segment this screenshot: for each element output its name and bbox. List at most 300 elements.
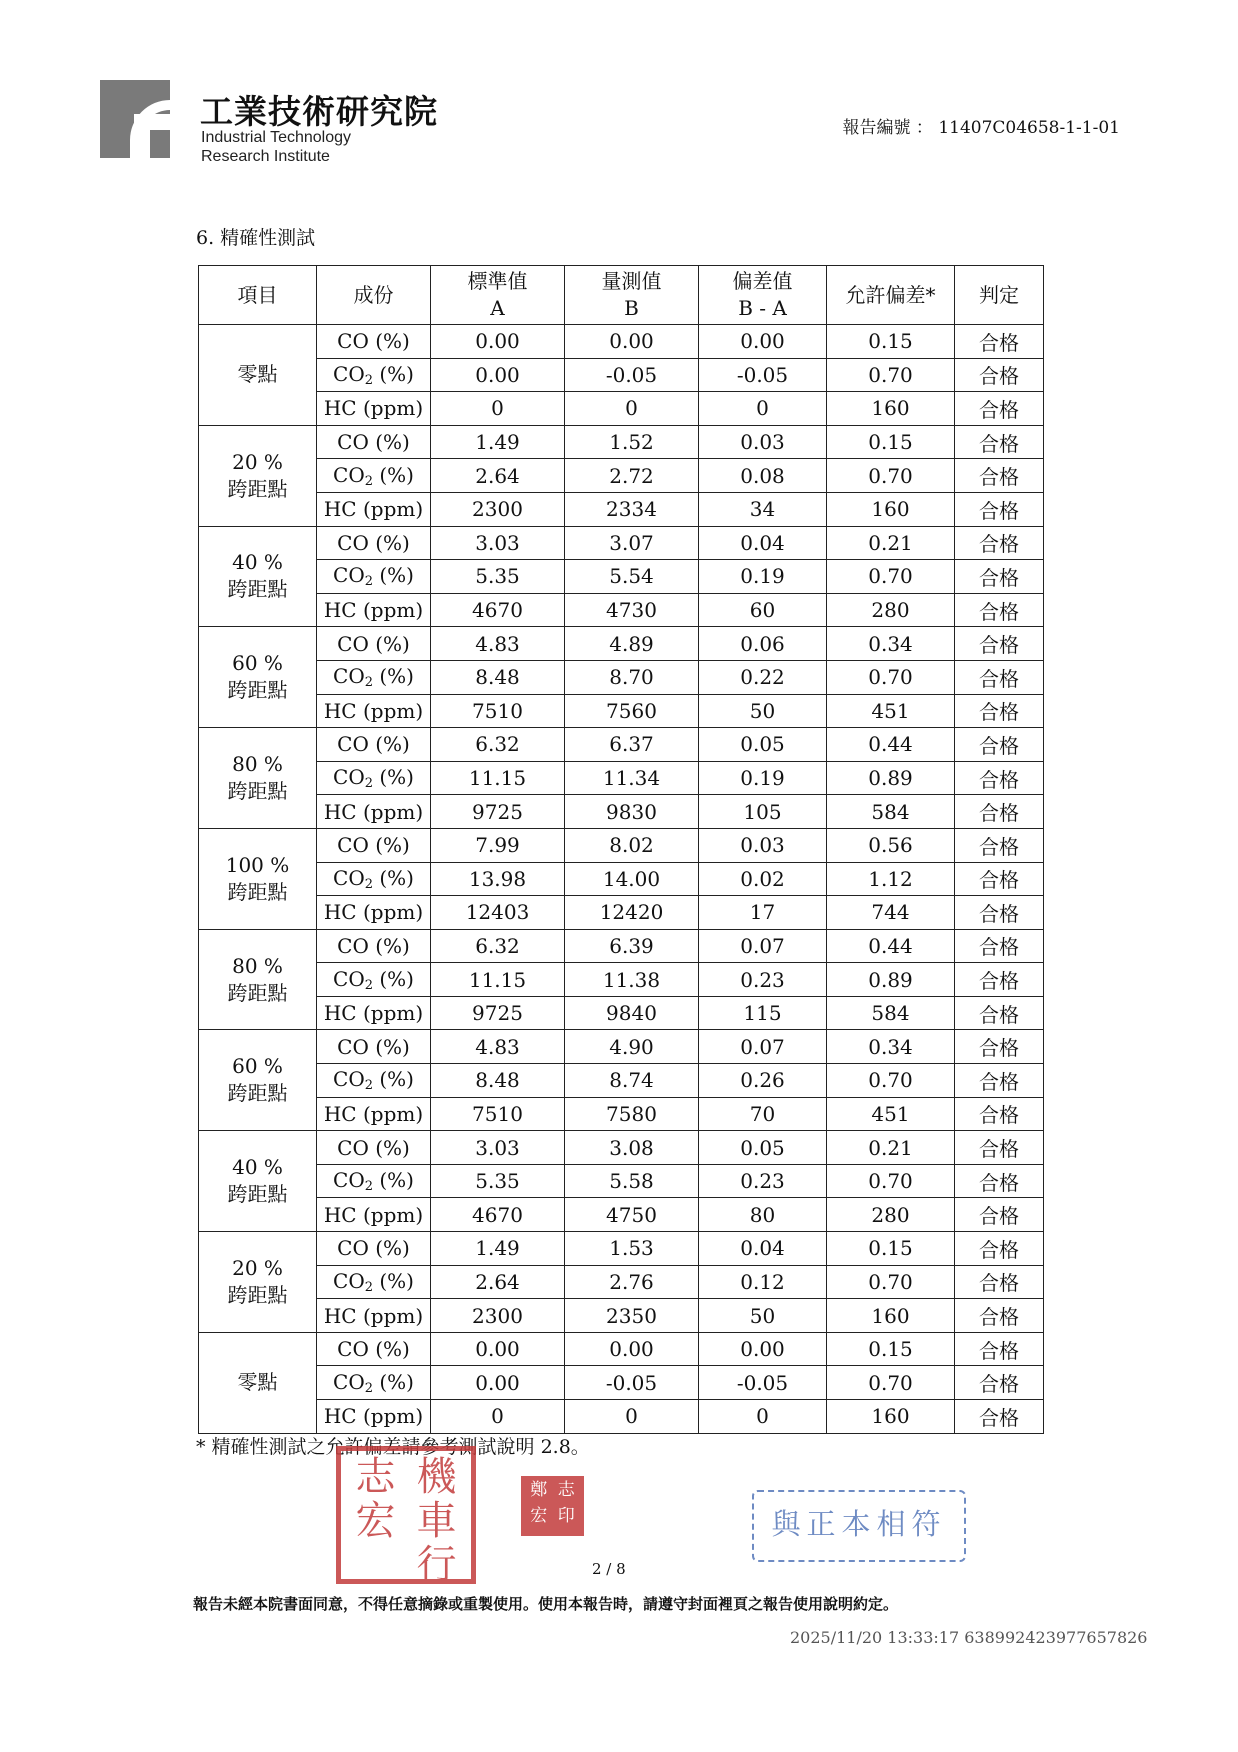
tolerance-cell: 0.21: [827, 1131, 955, 1165]
test-point-text: 60 %: [232, 1054, 283, 1079]
measured-value-cell: 8.70: [565, 660, 699, 694]
deviation-cell: 50: [699, 1299, 827, 1333]
standard-value-cell: 5.35: [431, 1164, 565, 1198]
component-cell: $CO_2$ (%): [317, 1064, 431, 1098]
test-point-label: [199, 728, 317, 829]
table-row: [199, 1366, 1044, 1400]
test-point-text: 零點: [237, 362, 278, 387]
seal-char: 車: [416, 1498, 457, 1544]
table-row: [199, 593, 1044, 627]
test-point-text: 20 %: [232, 1255, 283, 1280]
table-row: [199, 1400, 1044, 1434]
seal-char: 宏: [530, 1506, 548, 1526]
deviation-cell: -0.05: [699, 1366, 827, 1400]
measured-value-cell: 8.02: [565, 828, 699, 862]
deviation-cell: 0.07: [699, 1030, 827, 1064]
standard-value-cell: 2300: [431, 492, 565, 526]
column-header-text: B - A: [738, 296, 787, 320]
component-cell: HC (ppm): [317, 392, 431, 426]
org-name-zh: 工業技術研究院: [200, 92, 438, 131]
test-point-label: [199, 627, 317, 728]
tolerance-cell: 0.70: [827, 560, 955, 594]
deviation-cell: 0.08: [699, 459, 827, 493]
verdict-cell: 合格: [955, 1131, 1044, 1165]
tolerance-cell: 160: [827, 1299, 955, 1333]
table-row: [199, 963, 1044, 997]
tolerance-cell: 584: [827, 795, 955, 829]
verdict-cell: 合格: [955, 425, 1044, 459]
standard-value-cell: 1.49: [431, 1232, 565, 1266]
table-row: [199, 1164, 1044, 1198]
component-cell: CO (%): [317, 929, 431, 963]
standard-value-cell: 8.48: [431, 660, 565, 694]
verdict-cell: 合格: [955, 1265, 1044, 1299]
measured-value-cell: 14.00: [565, 862, 699, 896]
verdict-cell: 合格: [955, 1299, 1044, 1333]
deviation-cell: 0.05: [699, 1131, 827, 1165]
table-row: [199, 694, 1044, 728]
column-header-text: 標準值: [467, 269, 528, 293]
deviation-cell: 0.19: [699, 761, 827, 795]
deviation-cell: 17: [699, 896, 827, 930]
test-point-text: 跨距點: [227, 1282, 288, 1307]
test-point-text: 80 %: [232, 752, 283, 777]
verdict-cell: 合格: [955, 694, 1044, 728]
table-row: [199, 1064, 1044, 1098]
deviation-cell: 0.00: [699, 325, 827, 359]
measured-value-cell: 11.38: [565, 963, 699, 997]
table-row: [199, 358, 1044, 392]
table-row: [199, 1332, 1044, 1366]
standard-value-cell: 2300: [431, 1299, 565, 1333]
measured-value-cell: 1.53: [565, 1232, 699, 1266]
disclaimer: 報告未經本院書面同意，不得任意摘錄或重製使用。使用本報告時，請遵守封面裡頁之報告使用說明約定。: [193, 1595, 899, 1613]
tolerance-cell: 584: [827, 996, 955, 1030]
page-number: 2 / 8: [592, 1560, 626, 1578]
table-row: [199, 1030, 1044, 1064]
verdict-cell: 合格: [955, 1064, 1044, 1098]
verdict-cell: 合格: [955, 795, 1044, 829]
deviation-cell: 34: [699, 492, 827, 526]
org-name-en: Industrial Technology Research Institute: [201, 129, 352, 165]
deviation-cell: 0.07: [699, 929, 827, 963]
table-row: [199, 828, 1044, 862]
standard-value-cell: 9725: [431, 795, 565, 829]
component-cell: HC (ppm): [317, 694, 431, 728]
test-point-label: [199, 325, 317, 426]
verdict-cell: 合格: [955, 660, 1044, 694]
report-number: 報告編號 ： 11407C04658-1-1-01: [842, 118, 1120, 138]
tolerance-cell: 0.56: [827, 828, 955, 862]
measured-value-cell: 0.00: [565, 325, 699, 359]
component-cell: CO (%): [317, 1030, 431, 1064]
deviation-cell: 0.04: [699, 526, 827, 560]
verdict-cell: 合格: [955, 325, 1044, 359]
verdict-cell: 合格: [955, 560, 1044, 594]
measured-value-cell: 7580: [565, 1097, 699, 1131]
seal-char: 印: [557, 1506, 575, 1526]
table-row: [199, 728, 1044, 762]
component-cell: $CO_2$ (%): [317, 560, 431, 594]
verdict-cell: 合格: [955, 996, 1044, 1030]
tolerance-cell: 0.70: [827, 1064, 955, 1098]
table-body: [199, 325, 1044, 1434]
print-timestamp: 2025/11/20 13:33:17 638992423977657826: [790, 1628, 1148, 1647]
tolerance-cell: 0.70: [827, 660, 955, 694]
table-row: [199, 1198, 1044, 1232]
deviation-cell: 0.03: [699, 425, 827, 459]
component-cell: HC (ppm): [317, 492, 431, 526]
test-point-text: 跨距點: [227, 980, 288, 1005]
table-row: [199, 996, 1044, 1030]
table-row: [199, 1265, 1044, 1299]
deviation-cell: 0.12: [699, 1265, 827, 1299]
component-cell: HC (ppm): [317, 1198, 431, 1232]
test-point-text: 40 %: [232, 550, 283, 575]
tolerance-cell: 0.34: [827, 627, 955, 661]
seal-char: 志: [557, 1480, 575, 1500]
test-point-text: 80 %: [232, 953, 283, 978]
test-point-text: 60 %: [232, 651, 283, 676]
measured-value-cell: 9830: [565, 795, 699, 829]
column-header-text: 成份: [353, 282, 394, 307]
tolerance-cell: 0.44: [827, 929, 955, 963]
measured-value-cell: 6.39: [565, 929, 699, 963]
seal-char: 宏: [355, 1498, 396, 1544]
tolerance-cell: 0.21: [827, 526, 955, 560]
standard-value-cell: 7510: [431, 1097, 565, 1131]
table-row: [199, 1097, 1044, 1131]
verdict-cell: 合格: [955, 492, 1044, 526]
table-row: [199, 761, 1044, 795]
column-header: [565, 266, 699, 325]
tolerance-cell: 451: [827, 694, 955, 728]
component-cell: HC (ppm): [317, 795, 431, 829]
seal-char: 行: [416, 1542, 457, 1588]
measured-value-cell: 0: [565, 392, 699, 426]
component-cell: CO (%): [317, 728, 431, 762]
standard-value-cell: 5.35: [431, 560, 565, 594]
itri-logo-icon: [100, 80, 170, 158]
deviation-cell: -0.05: [699, 358, 827, 392]
measured-value-cell: 0: [565, 1400, 699, 1434]
seal-char: [345, 1543, 406, 1587]
tolerance-cell: 280: [827, 593, 955, 627]
component-cell: CO (%): [317, 526, 431, 560]
tolerance-cell: 0.89: [827, 963, 955, 997]
verdict-cell: 合格: [955, 358, 1044, 392]
standard-value-cell: 0: [431, 1400, 565, 1434]
tolerance-cell: 160: [827, 392, 955, 426]
section-title: 6. 精確性測試: [196, 227, 316, 249]
measured-value-cell: 2.72: [565, 459, 699, 493]
tolerance-cell: 0.70: [827, 1366, 955, 1400]
table-row: [199, 627, 1044, 661]
verdict-cell: 合格: [955, 728, 1044, 762]
table-row: [199, 929, 1044, 963]
standard-value-cell: 4.83: [431, 627, 565, 661]
table-row: [199, 1299, 1044, 1333]
test-point-text: 跨距點: [227, 779, 288, 804]
verdict-cell: 合格: [955, 828, 1044, 862]
table-row: [199, 526, 1044, 560]
standard-value-cell: 4.83: [431, 1030, 565, 1064]
verdict-cell: 合格: [955, 929, 1044, 963]
verdict-cell: 合格: [955, 1030, 1044, 1064]
measured-value-cell: 3.07: [565, 526, 699, 560]
measured-value-cell: 0.00: [565, 1332, 699, 1366]
verdict-cell: 合格: [955, 1097, 1044, 1131]
standard-value-cell: 0.00: [431, 325, 565, 359]
verdict-cell: 合格: [955, 963, 1044, 997]
tolerance-cell: 744: [827, 896, 955, 930]
footnote: * 精確性測試之允許偏差請參考測試說明 2.8。: [196, 1436, 590, 1458]
verdict-cell: 合格: [955, 761, 1044, 795]
verdict-cell: 合格: [955, 593, 1044, 627]
deviation-cell: 0: [699, 392, 827, 426]
test-point-label: [199, 1131, 317, 1232]
tolerance-cell: 1.12: [827, 862, 955, 896]
test-point-label: [199, 1232, 317, 1333]
deviation-cell: 115: [699, 996, 827, 1030]
measured-value-cell: 12420: [565, 896, 699, 930]
tolerance-cell: 160: [827, 492, 955, 526]
tolerance-cell: 0.44: [827, 728, 955, 762]
standard-value-cell: 13.98: [431, 862, 565, 896]
measured-value-cell: 5.54: [565, 560, 699, 594]
deviation-cell: 70: [699, 1097, 827, 1131]
deviation-cell: 0.23: [699, 1164, 827, 1198]
deviation-cell: 50: [699, 694, 827, 728]
test-point-label: [199, 1332, 317, 1433]
measured-value-cell: 11.34: [565, 761, 699, 795]
measured-value-cell: 9840: [565, 996, 699, 1030]
standard-value-cell: 4670: [431, 1198, 565, 1232]
verdict-cell: 合格: [955, 459, 1044, 493]
component-cell: $CO_2$ (%): [317, 761, 431, 795]
deviation-cell: 0.26: [699, 1064, 827, 1098]
column-header: [827, 266, 955, 325]
standard-value-cell: 11.15: [431, 761, 565, 795]
standard-value-cell: 0: [431, 392, 565, 426]
measured-value-cell: 6.37: [565, 728, 699, 762]
deviation-cell: 0.22: [699, 660, 827, 694]
component-cell: HC (ppm): [317, 1097, 431, 1131]
component-cell: CO (%): [317, 627, 431, 661]
table-row: [199, 660, 1044, 694]
column-header-text: B: [624, 296, 639, 320]
standard-value-cell: 9725: [431, 996, 565, 1030]
measured-value-cell: 4730: [565, 593, 699, 627]
measured-value-cell: 3.08: [565, 1131, 699, 1165]
component-cell: CO (%): [317, 1232, 431, 1266]
verdict-cell: 合格: [955, 1198, 1044, 1232]
measured-value-cell: 7560: [565, 694, 699, 728]
column-header: [317, 266, 431, 325]
table-row: [199, 392, 1044, 426]
verdict-cell: 合格: [955, 896, 1044, 930]
tolerance-cell: 0.70: [827, 1164, 955, 1198]
measured-value-cell: 1.52: [565, 425, 699, 459]
table-row: [199, 459, 1044, 493]
tolerance-cell: 0.34: [827, 1030, 955, 1064]
test-point-label: [199, 929, 317, 1030]
test-point-text: 40 %: [232, 1155, 283, 1180]
table-row: [199, 325, 1044, 359]
deviation-cell: 0: [699, 1400, 827, 1434]
test-point-text: 跨距點: [227, 879, 288, 904]
test-point-text: 跨距點: [227, 678, 288, 703]
component-cell: $CO_2$ (%): [317, 660, 431, 694]
column-header-text: 量測值: [601, 269, 662, 293]
deviation-cell: 0.04: [699, 1232, 827, 1266]
verdict-cell: 合格: [955, 1232, 1044, 1266]
standard-value-cell: 6.32: [431, 929, 565, 963]
standard-value-cell: 3.03: [431, 1131, 565, 1165]
component-cell: $CO_2$ (%): [317, 862, 431, 896]
deviation-cell: 0.03: [699, 828, 827, 862]
tolerance-cell: 160: [827, 1400, 955, 1434]
tolerance-cell: 0.15: [827, 1232, 955, 1266]
seal-char: 鄭: [530, 1480, 548, 1500]
measured-value-cell: 4.90: [565, 1030, 699, 1064]
test-point-text: 跨距點: [227, 1081, 288, 1106]
verdict-cell: 合格: [955, 392, 1044, 426]
standard-value-cell: 0.00: [431, 1366, 565, 1400]
component-cell: $CO_2$ (%): [317, 358, 431, 392]
tolerance-cell: 0.70: [827, 459, 955, 493]
tolerance-cell: 280: [827, 1198, 955, 1232]
test-point-label: [199, 1030, 317, 1131]
component-cell: $CO_2$ (%): [317, 1366, 431, 1400]
verdict-cell: 合格: [955, 627, 1044, 661]
verdict-cell: 合格: [955, 1164, 1044, 1198]
component-cell: CO (%): [317, 325, 431, 359]
column-header: [955, 266, 1044, 325]
table-row: [199, 492, 1044, 526]
test-point-text: 100 %: [225, 852, 290, 877]
column-header: [431, 266, 565, 325]
measured-value-cell: 2.76: [565, 1265, 699, 1299]
deviation-cell: 0.02: [699, 862, 827, 896]
component-cell: CO (%): [317, 425, 431, 459]
table-header-row: [199, 266, 1044, 325]
deviation-cell: 0.00: [699, 1332, 827, 1366]
standard-value-cell: 7510: [431, 694, 565, 728]
component-cell: HC (ppm): [317, 1400, 431, 1434]
standard-value-cell: 2.64: [431, 1265, 565, 1299]
verdict-cell: 合格: [955, 1400, 1044, 1434]
deviation-cell: 60: [699, 593, 827, 627]
table-row: [199, 560, 1044, 594]
column-header-text: 判定: [979, 282, 1019, 307]
component-cell: $CO_2$ (%): [317, 1164, 431, 1198]
verdict-cell: 合格: [955, 526, 1044, 560]
tolerance-cell: 0.15: [827, 325, 955, 359]
test-point-label: [199, 526, 317, 627]
deviation-cell: 0.19: [699, 560, 827, 594]
table-row: [199, 862, 1044, 896]
measured-value-cell: -0.05: [565, 1366, 699, 1400]
column-header-text: 偏差值: [732, 269, 793, 293]
deviation-cell: 0.23: [699, 963, 827, 997]
deviation-cell: 80: [699, 1198, 827, 1232]
table-row: [199, 795, 1044, 829]
table-row: [199, 1232, 1044, 1266]
measured-value-cell: -0.05: [565, 358, 699, 392]
tolerance-cell: 0.15: [827, 1332, 955, 1366]
component-cell: $CO_2$ (%): [317, 963, 431, 997]
standard-value-cell: 12403: [431, 896, 565, 930]
test-point-label: [199, 828, 317, 929]
company-seal-stamp: [336, 1446, 476, 1588]
column-header: [699, 266, 827, 325]
tolerance-cell: 0.70: [827, 358, 955, 392]
standard-value-cell: 2.64: [431, 459, 565, 493]
standard-value-cell: 4670: [431, 593, 565, 627]
measured-value-cell: 8.74: [565, 1064, 699, 1098]
standard-value-cell: 3.03: [431, 526, 565, 560]
test-point-text: 跨距點: [227, 476, 288, 501]
component-cell: CO (%): [317, 1131, 431, 1165]
component-cell: HC (ppm): [317, 1299, 431, 1333]
test-point-label: [199, 425, 317, 526]
test-point-text: 跨距點: [227, 577, 288, 602]
measured-value-cell: 5.58: [565, 1164, 699, 1198]
component-cell: $CO_2$ (%): [317, 459, 431, 493]
component-cell: $CO_2$ (%): [317, 1265, 431, 1299]
verdict-cell: 合格: [955, 1332, 1044, 1366]
test-point-text: 20 %: [232, 449, 283, 474]
component-cell: HC (ppm): [317, 593, 431, 627]
verdict-cell: 合格: [955, 862, 1044, 896]
deviation-cell: 105: [699, 795, 827, 829]
standard-value-cell: 1.49: [431, 425, 565, 459]
seal-char: 機: [416, 1454, 457, 1500]
test-point-text: 跨距點: [227, 1182, 288, 1207]
component-cell: HC (ppm): [317, 896, 431, 930]
measured-value-cell: 2350: [565, 1299, 699, 1333]
standard-value-cell: 8.48: [431, 1064, 565, 1098]
seal-char: 志: [355, 1454, 396, 1500]
component-cell: CO (%): [317, 828, 431, 862]
accuracy-test-table: [198, 265, 1044, 1434]
tolerance-cell: 0.89: [827, 761, 955, 795]
certified-copy-stamp: 與正本相符: [752, 1490, 966, 1562]
personal-seal-stamp: [521, 1476, 584, 1536]
standard-value-cell: 6.32: [431, 728, 565, 762]
standard-value-cell: 0.00: [431, 358, 565, 392]
verdict-cell: 合格: [955, 1366, 1044, 1400]
table-row: [199, 896, 1044, 930]
component-cell: CO (%): [317, 1332, 431, 1366]
column-header: [199, 266, 317, 325]
column-header-text: 允許偏差*: [845, 282, 936, 307]
column-header-text: A: [490, 296, 505, 320]
test-point-text: 零點: [237, 1370, 278, 1395]
standard-value-cell: 7.99: [431, 828, 565, 862]
component-cell: HC (ppm): [317, 996, 431, 1030]
column-header-text: 項目: [237, 282, 278, 307]
tolerance-cell: 0.70: [827, 1265, 955, 1299]
deviation-cell: 0.06: [699, 627, 827, 661]
measured-value-cell: 4750: [565, 1198, 699, 1232]
tolerance-cell: 0.15: [827, 425, 955, 459]
standard-value-cell: 0.00: [431, 1332, 565, 1366]
measured-value-cell: 4.89: [565, 627, 699, 661]
measured-value-cell: 2334: [565, 492, 699, 526]
table-row: [199, 425, 1044, 459]
